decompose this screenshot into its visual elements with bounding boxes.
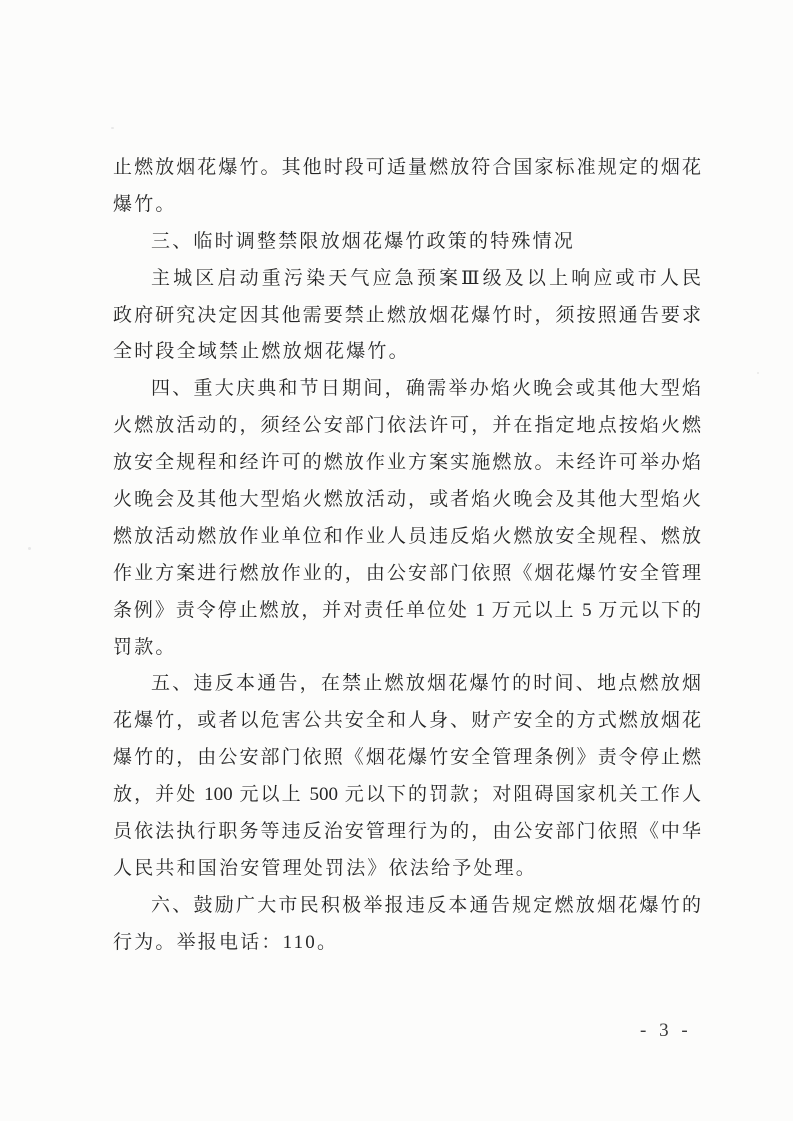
text-line: 作业方案进行燃放作业的，由公安部门依照《烟花爆竹安全管理: [113, 562, 701, 584]
text-line: 放安全规程和经许可的燃放作业方案实施燃放。未经许可举办焰: [113, 452, 701, 474]
text-line: 罚款。: [113, 636, 177, 658]
text-line: 行为。举报电话：110。: [113, 931, 339, 953]
text-line: 条例》责令停止燃放，并对责任单位处 1 万元以上 5 万元以下的: [113, 599, 701, 621]
scan-speck: [111, 127, 114, 129]
text-line: 五、违反本通告，在禁止燃放烟花爆竹的时间、地点燃放烟: [151, 673, 701, 695]
text-line: 爆竹。: [113, 193, 177, 215]
text-line: 三、临时调整禁限放烟花爆竹政策的特殊情况: [151, 230, 576, 252]
text-line: 火晚会及其他大型焰火燃放活动，或者焰火晚会及其他大型焰火: [113, 489, 701, 511]
page-number: - 3 -: [640, 1020, 692, 1041]
text-line: 政府研究决定因其他需要禁止燃放烟花爆竹时，须按照通告要求: [113, 304, 701, 326]
text-line: 爆竹的，由公安部门依照《烟花爆竹安全管理条例》责令停止燃: [113, 747, 701, 769]
document-body: [113, 150, 701, 962]
text-line: 员依法执行职务等违反治安管理行为的，由公安部门依照《中华: [113, 821, 701, 843]
text-line: 止燃放烟花爆竹。其他时段可适量燃放符合国家标准规定的烟花: [113, 157, 701, 178]
scan-speck: [28, 547, 31, 550]
text-line: 六、鼓励广大市民积极举报违反本通告规定燃放烟花爆竹的: [151, 894, 701, 916]
text-line: 放，并处 100 元以上 500 元以下的罚款；对阻碍国家机关工作人: [113, 784, 701, 806]
text-line: 主城区启动重污染天气应急预案Ⅲ级及以上响应或市人民: [151, 267, 701, 289]
text-line: 花爆竹，或者以危害公共安全和人身、财产安全的方式燃放烟花: [113, 710, 701, 732]
text-line: 燃放活动燃放作业单位和作业人员违反焰火燃放安全规程、燃放: [113, 525, 701, 547]
text-line: 全时段全域禁止燃放烟花爆竹。: [113, 341, 410, 363]
text-line: 人民共和国治安管理处罚法》依法给予处理。: [113, 857, 538, 879]
text-line: 四、重大庆典和节日期间，确需举办焰火晚会或其他大型焰: [151, 378, 701, 400]
text-line: 火燃放活动的，须经公安部门依法许可，并在指定地点按焰火燃: [113, 415, 701, 437]
scan-speck: [757, 372, 759, 374]
